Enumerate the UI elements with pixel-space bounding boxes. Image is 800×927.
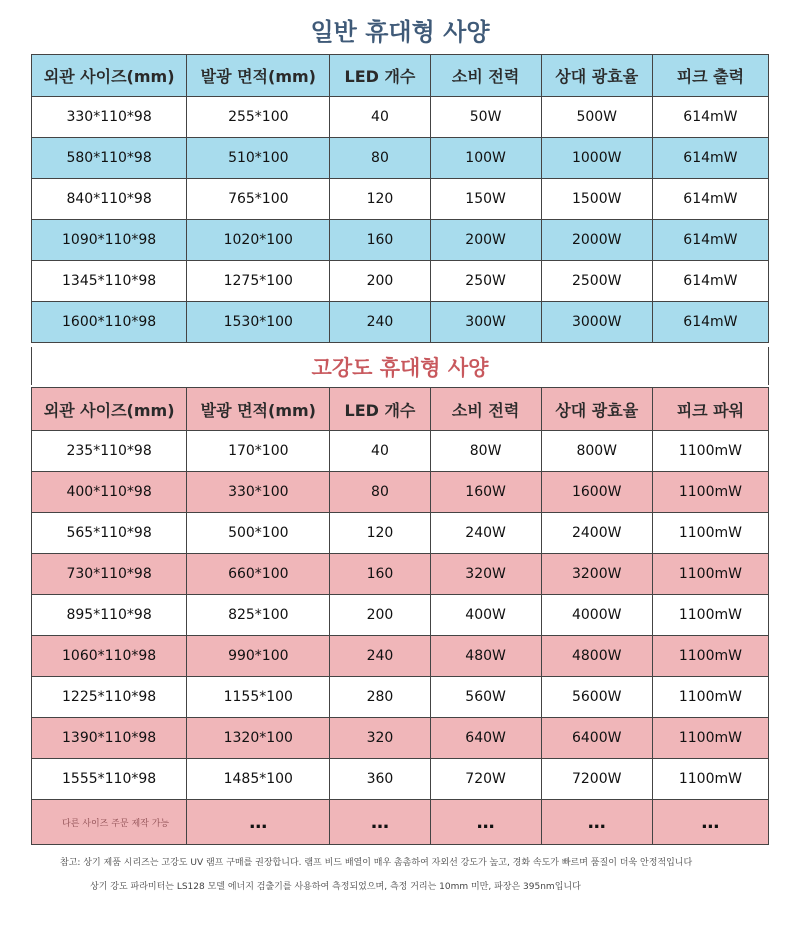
- table-cell: 320W: [430, 554, 541, 595]
- table-cell: 100W: [430, 138, 541, 179]
- table-cell: 565*110*98: [32, 513, 187, 554]
- table-cell: 1100mW: [652, 513, 768, 554]
- table-cell: 360: [330, 759, 430, 800]
- table-cell: 7200W: [541, 759, 652, 800]
- table-cell: 614mW: [652, 302, 768, 343]
- table-row: [32, 472, 769, 513]
- table-cell: 500W: [541, 97, 652, 138]
- table-cell: 1500W: [541, 179, 652, 220]
- custom-size-note: 다른 사이즈 주문 제작 가능: [32, 800, 187, 845]
- table-cell: 560W: [430, 677, 541, 718]
- table-cell: 1060*110*98: [32, 636, 187, 677]
- table-row: [32, 138, 769, 179]
- table-row: [32, 179, 769, 220]
- table-cell: 2500W: [541, 261, 652, 302]
- table-cell: 1100mW: [652, 677, 768, 718]
- table-cell: 800W: [541, 431, 652, 472]
- normal-spec-title: 일반 휴대형 사양: [310, 18, 490, 46]
- table-cell: 160: [330, 554, 430, 595]
- footnote-measurement: 상기 강도 파라미터는 LS128 모델 에너지 검출기를 사용하여 측정되었으며, 측정 거리는 10mm 미만, 파장은 395nm입니다: [90, 882, 581, 892]
- header-cell: 상대 광효율: [541, 55, 652, 97]
- table-cell: 1485*100: [187, 759, 330, 800]
- table-row: [32, 220, 769, 261]
- table-row: [32, 554, 769, 595]
- table-cell: 160: [330, 220, 430, 261]
- table-cell: 1600W: [541, 472, 652, 513]
- table-row: [32, 636, 769, 677]
- ellipsis-cell: …: [330, 800, 430, 845]
- table-cell: 1100mW: [652, 636, 768, 677]
- table-row: [32, 718, 769, 759]
- table-cell: 120: [330, 179, 430, 220]
- table-cell: 330*110*98: [32, 97, 187, 138]
- table-cell: 614mW: [652, 97, 768, 138]
- header-cell: 피크 파워: [652, 388, 768, 431]
- table-cell: 720W: [430, 759, 541, 800]
- header-cell: 소비 전력: [430, 55, 541, 97]
- table-cell: 614mW: [652, 179, 768, 220]
- header-cell: 소비 전력: [430, 388, 541, 431]
- table-cell: 400*110*98: [32, 472, 187, 513]
- table-cell: 170*100: [187, 431, 330, 472]
- table-cell: 80W: [430, 431, 541, 472]
- table-header-row: [32, 55, 769, 97]
- table-cell: 320: [330, 718, 430, 759]
- table-cell: 1100mW: [652, 472, 768, 513]
- ellipsis-cell: …: [187, 800, 330, 845]
- table-cell: 660*100: [187, 554, 330, 595]
- table-row: [32, 261, 769, 302]
- table-cell: 6400W: [541, 718, 652, 759]
- footnote-recommendation: 참고: 상기 제품 시리즈는 고강도 UV 램프 구매를 권장합니다. 램프 비드 배열이 매우 촘촘하여 자외선 강도가 높고, 경화 속도가 빠르며 품질이 더욱 안정적입니다: [60, 858, 693, 868]
- table-cell: 1155*100: [187, 677, 330, 718]
- table-cell: 1100mW: [652, 431, 768, 472]
- ellipsis-cell: …: [430, 800, 541, 845]
- normal-spec-table: [31, 54, 769, 343]
- table-cell: 580*110*98: [32, 138, 187, 179]
- table-cell: 825*100: [187, 595, 330, 636]
- table-cell: 1090*110*98: [32, 220, 187, 261]
- table-cell: 50W: [430, 97, 541, 138]
- table-row: [32, 677, 769, 718]
- table-cell: 80: [330, 138, 430, 179]
- table-cell: 3000W: [541, 302, 652, 343]
- table-cell: 120: [330, 513, 430, 554]
- table-cell: 640W: [430, 718, 541, 759]
- table-cell: 1100mW: [652, 595, 768, 636]
- table-cell: 510*100: [187, 138, 330, 179]
- table-cell: 300W: [430, 302, 541, 343]
- table-cell: 40: [330, 431, 430, 472]
- table-cell: 400W: [430, 595, 541, 636]
- table-cell: 200: [330, 261, 430, 302]
- table-cell: 1600*110*98: [32, 302, 187, 343]
- table-cell: 840*110*98: [32, 179, 187, 220]
- table-cell: 1345*110*98: [32, 261, 187, 302]
- table-cell: 160W: [430, 472, 541, 513]
- table-cell: 1020*100: [187, 220, 330, 261]
- table-cell: 614mW: [652, 261, 768, 302]
- table-row: [32, 97, 769, 138]
- table-row: [32, 513, 769, 554]
- table-cell: 2000W: [541, 220, 652, 261]
- ellipsis-cell: …: [652, 800, 768, 845]
- table-row: [32, 302, 769, 343]
- header-cell: 발광 면적(mm): [187, 388, 330, 431]
- table-cell: 1225*110*98: [32, 677, 187, 718]
- table-cell: 1100mW: [652, 554, 768, 595]
- table-cell: 255*100: [187, 97, 330, 138]
- table-cell: 2400W: [541, 513, 652, 554]
- table-cell: 1100mW: [652, 759, 768, 800]
- table-cell: 200W: [430, 220, 541, 261]
- table-row: [32, 759, 769, 800]
- high-spec-table: [31, 387, 769, 845]
- table-cell: 240W: [430, 513, 541, 554]
- table-cell: 1390*110*98: [32, 718, 187, 759]
- table-cell: 765*100: [187, 179, 330, 220]
- header-cell: 외관 사이즈(mm): [32, 55, 187, 97]
- table-cell: 150W: [430, 179, 541, 220]
- table-row: [32, 595, 769, 636]
- table-cell: 4800W: [541, 636, 652, 677]
- header-cell: 외관 사이즈(mm): [32, 388, 187, 431]
- table-cell: 1555*110*98: [32, 759, 187, 800]
- table-cell: 895*110*98: [32, 595, 187, 636]
- header-cell: 피크 출력: [652, 55, 768, 97]
- table-cell: 990*100: [187, 636, 330, 677]
- custom-size-row: [32, 800, 769, 845]
- table-cell: 1530*100: [187, 302, 330, 343]
- table-cell: 1100mW: [652, 718, 768, 759]
- table-cell: 235*110*98: [32, 431, 187, 472]
- table-cell: 1000W: [541, 138, 652, 179]
- table-cell: 240: [330, 302, 430, 343]
- table-cell: 614mW: [652, 220, 768, 261]
- table-row: [32, 431, 769, 472]
- header-cell: LED 개수: [330, 55, 430, 97]
- table-cell: 1275*100: [187, 261, 330, 302]
- high-spec-title: 고강도 휴대형 사양: [311, 356, 489, 380]
- header-cell: 상대 광효율: [541, 388, 652, 431]
- table-header-row: [32, 388, 769, 431]
- ellipsis-cell: …: [541, 800, 652, 845]
- table-cell: 4000W: [541, 595, 652, 636]
- table-cell: 614mW: [652, 138, 768, 179]
- table-cell: 1320*100: [187, 718, 330, 759]
- table-cell: 330*100: [187, 472, 330, 513]
- table-cell: 3200W: [541, 554, 652, 595]
- header-cell: LED 개수: [330, 388, 430, 431]
- table-cell: 80: [330, 472, 430, 513]
- table-cell: 40: [330, 97, 430, 138]
- table-cell: 280: [330, 677, 430, 718]
- table-cell: 730*110*98: [32, 554, 187, 595]
- table-cell: 240: [330, 636, 430, 677]
- table-cell: 5600W: [541, 677, 652, 718]
- table-cell: 500*100: [187, 513, 330, 554]
- table-cell: 250W: [430, 261, 541, 302]
- table-cell: 200: [330, 595, 430, 636]
- table-cell: 480W: [430, 636, 541, 677]
- header-cell: 발광 면적(mm): [187, 55, 330, 97]
